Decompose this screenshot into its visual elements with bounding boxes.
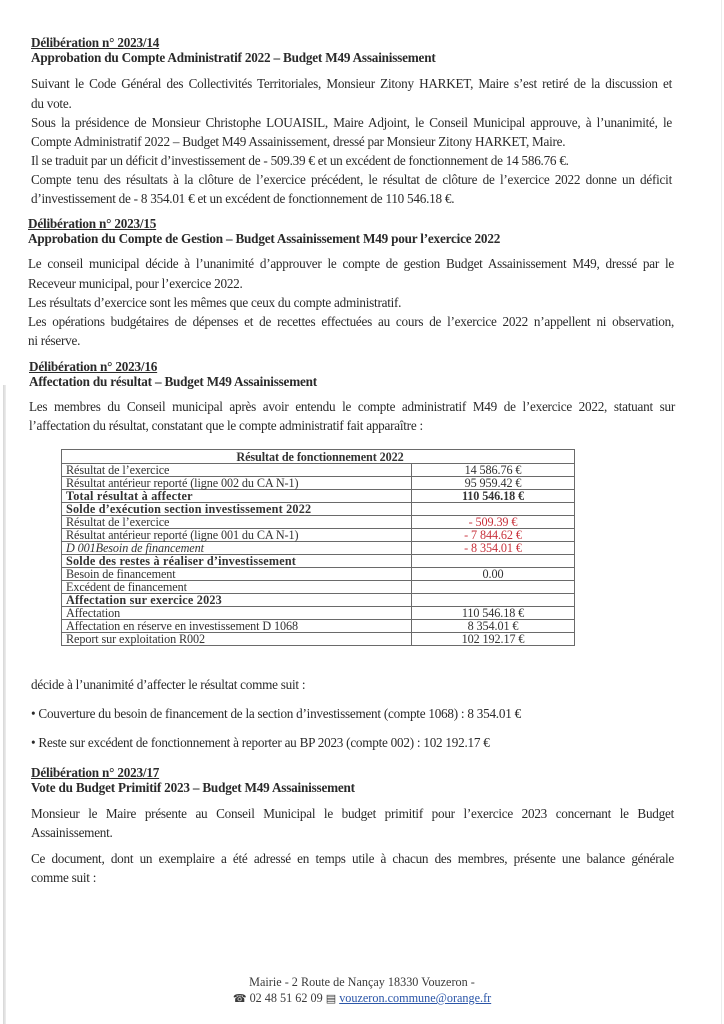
paragraph-line: Il se traduit par un déficit d’investissement de - 509.39 € et un excédent de fonctionnement de 14 586.76 €. [31, 153, 569, 168]
paragraph-line: Sous la présidence de Monsieur Christophe LOUAISIL, Maire Adjoint, le Conseil Municipal approuve, à l’unanimité, le [31, 115, 672, 130]
bullet-icon: • [31, 735, 39, 750]
row-value [412, 581, 575, 594]
phone-icon: ☎ [232, 993, 247, 1005]
row-label: Affectation en réserve en investissement D 1068 [62, 620, 412, 633]
paragraph-line: Suivant le Code Général des Collectivités Territoriales, Monsieur Zitony HARKET, Maire s’est retiré de la discussion et [31, 76, 672, 91]
row-value: 14 586.76 € [412, 464, 575, 477]
table-row [62, 581, 575, 594]
footer-address: Mairie - 2 Route de Nançay 18330 Vouzeron - [249, 975, 475, 989]
decision-text: décide à l’unanimité d’affecter le résultat comme suit : [31, 677, 306, 692]
scan-edge-left [3, 385, 6, 1024]
deliberation-title: Approbation du Compte de Gestion – Budget Assainissement M49 pour l’exercice 2022 [28, 231, 501, 246]
result-allocation-table [61, 449, 575, 646]
row-value: 0.00 [412, 568, 575, 581]
table-row [62, 633, 575, 646]
paragraph-line: l’affectation du résultat, constatant que le compte administratif fait apparaître : [29, 418, 423, 433]
footer-phone: 02 48 51 62 09 [249, 991, 323, 1005]
row-label: Report sur exploitation R002 [62, 633, 412, 646]
row-label: Solde d’exécution section investissement 2022 [62, 503, 412, 516]
paragraph-line: ni réserve. [28, 333, 81, 348]
bullet-text: Reste sur excédent de fonctionnement à reporter au BP 2023 (compte 002) : 102 192.17 € [38, 735, 490, 750]
row-label: Résultat antérieur reporté (ligne 002 du CA N-1) [62, 477, 412, 490]
paragraph-line: Assainissement. [31, 825, 113, 840]
paragraph-line: Les opérations budgétaires de dépenses et de recettes effectuées au cours de l’exercice 2022 n’appellent ni observation, [28, 314, 674, 329]
table-row [62, 477, 575, 490]
row-label: Résultat de l’exercice [62, 464, 412, 477]
table-row-total [62, 490, 575, 503]
row-value: 110 546.18 € [412, 607, 575, 620]
paragraph-line: d’investissement de - 8 354.01 € et un excédent de fonctionnement de 110 546.18 €. [31, 191, 455, 206]
row-value [412, 555, 575, 568]
row-value [412, 594, 575, 607]
paragraph-line: Les résultats d’exercice sont les mêmes que ceux du compte administratif. [28, 295, 402, 310]
row-label: Affectation [62, 607, 412, 620]
row-value-negative: - 8 354.01 € [412, 542, 575, 555]
deliberation-number: Délibération n° 2023/14 [31, 35, 160, 50]
paragraph-line: du vote. [31, 96, 72, 111]
deliberation-title: Approbation du Compte Administratif 2022 – Budget M49 Assainissement [31, 50, 436, 65]
table-section-row [62, 503, 575, 516]
deliberation-title: Affectation du résultat – Budget M49 Assainissement [29, 374, 317, 389]
table-section-row [62, 555, 575, 568]
table-row [62, 542, 575, 555]
scan-edge-right [721, 0, 722, 1024]
computer-icon: ▤ [325, 993, 337, 1005]
paragraph-line: comme suit : [31, 870, 97, 885]
row-value [412, 503, 575, 516]
table-row [62, 620, 575, 633]
paragraph-line: Le conseil municipal décide à l’unanimité d’approuver le compte de gestion Budget Assainissement M49, dressé par le [28, 256, 674, 271]
row-label: Excédent de financement [62, 581, 412, 594]
row-label: D 001Besoin de financement [62, 542, 412, 555]
row-label: Besoin de financement [62, 568, 412, 581]
row-value: 8 354.01 € [412, 620, 575, 633]
table-row [62, 607, 575, 620]
table-row [62, 529, 575, 542]
table-row [62, 464, 575, 477]
table-section-row [62, 594, 575, 607]
paragraph-line: Monsieur le Maire présente au Conseil Municipal le budget primitif pour l’exercice 2023 concernant le Budget [31, 806, 674, 821]
paragraph-line: Compte Administratif 2022 – Budget M49 Assainissement, dressé par Monsieur Zitony HARKET, Maire. [31, 134, 566, 149]
row-label: Total résultat à affecter [62, 490, 412, 503]
paragraph-line: Les membres du Conseil municipal après avoir entendu le compte administratif M49 de l’exercice 2022, statuant sur [29, 399, 675, 414]
bullet-item [31, 735, 490, 751]
row-label: Affectation sur exercice 2023 [62, 594, 412, 607]
row-value: 110 546.18 € [412, 490, 575, 503]
deliberation-number: Délibération n° 2023/16 [29, 359, 158, 374]
deliberation-number: Délibération n° 2023/17 [31, 765, 160, 780]
row-value: 95 959.42 € [412, 477, 575, 490]
row-value: 102 192.17 € [412, 633, 575, 646]
paragraph-line: Receveur municipal, pour l’exercice 2022. [28, 276, 243, 291]
bullet-text: Couverture du besoin de financement de la section d’investissement (compte 1068) : 8 354.01 € [38, 706, 521, 721]
bullet-item [31, 706, 521, 722]
footer-email-link[interactable]: vouzeron.commune@orange.fr [339, 991, 492, 1005]
bullet-icon: • [31, 706, 39, 721]
deliberation-title: Vote du Budget Primitif 2023 – Budget M49 Assainissement [31, 780, 355, 795]
footer-contact [0, 991, 724, 1006]
paragraph-line: Ce document, dont un exemplaire a été adressé en temps utile à chacun des membres, présente une balance générale [31, 851, 674, 866]
row-value-negative: - 509.39 € [412, 516, 575, 529]
table-header: Résultat de fonctionnement 2022 [62, 450, 575, 464]
row-label: Résultat de l’exercice [62, 516, 412, 529]
row-value-negative: - 7 844.62 € [412, 529, 575, 542]
row-label: Résultat antérieur reporté (ligne 001 du CA N-1) [62, 529, 412, 542]
paragraph-line: Compte tenu des résultats à la clôture de l’exercice précédent, le résultat de clôture de l’exercice 2022 donne un déficit [31, 172, 672, 187]
row-label: Solde des restes à réaliser d’investissement [62, 555, 412, 568]
deliberation-number: Délibération n° 2023/15 [28, 216, 157, 231]
table-row [62, 516, 575, 529]
table-row [62, 568, 575, 581]
table-header-row [62, 450, 575, 464]
